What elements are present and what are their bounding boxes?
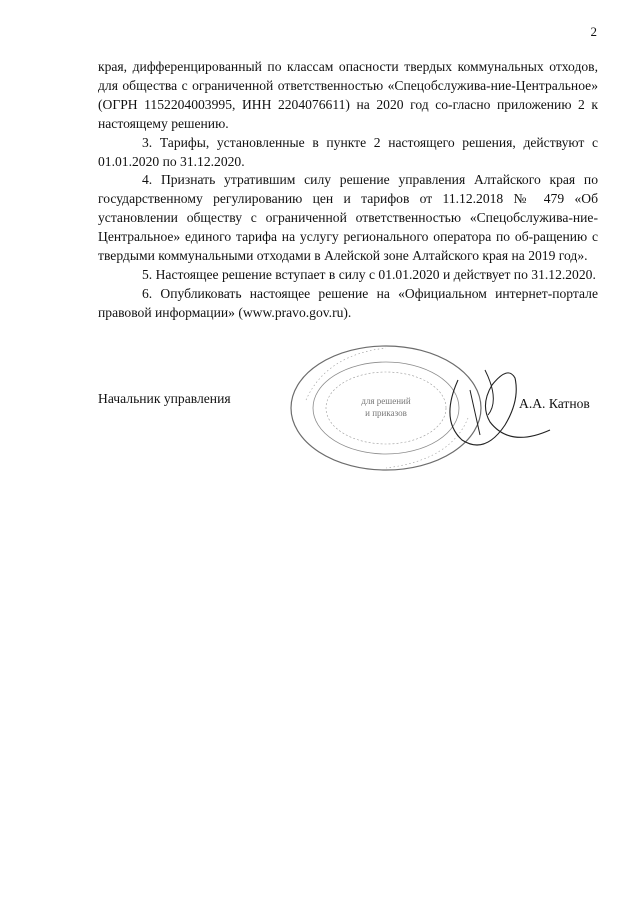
paragraph-3: 3. Тарифы, установленные в пункте 2 настоящего решения, действуют с 01.01.2020 по 31.12.2020. bbox=[98, 134, 598, 169]
document-body bbox=[98, 58, 598, 323]
signature-position-title: Начальник управления bbox=[98, 391, 231, 406]
paragraph-6: 6. Опубликовать настоящее решение на «Официальном интернет-портале правовой информации» (www.pravo.gov.ru). bbox=[98, 285, 598, 320]
svg-text:и приказов: и приказов bbox=[365, 408, 407, 418]
paragraph-5: 5. Настоящее решение вступает в силу с 01.01.2020 и действует по 31.12.2020. bbox=[142, 266, 596, 282]
svg-text:для решений: для решений bbox=[361, 396, 411, 406]
paragraph-continuation: края, дифференцированный по классам опасности твердых коммунальных отходов, для общества с ограниченной ответственностью «Спецобслужива-ние-Центральное» (ОГРН 1152204003995, ИНН 2204076611) на 2020 год со-гласно приложению 2 к настоящему решению. bbox=[98, 59, 598, 131]
paragraph-4: 4. Признать утратившим силу решение управления Алтайского края по государственному регулированию цен и тарифов от 11.12.2018 № 479 «Об установлении обществу с ограниченной ответственностью «Спецобслужива-ние-Центральное» единого тарифа на услугу регионального оператора по об-ращению с твердыми коммунальными отходами в Алейской зоне Алтайского края на 2019 год». bbox=[98, 172, 598, 264]
signatory-name: А.А. Катнов bbox=[519, 396, 590, 411]
page-number: 2 bbox=[590, 24, 597, 39]
